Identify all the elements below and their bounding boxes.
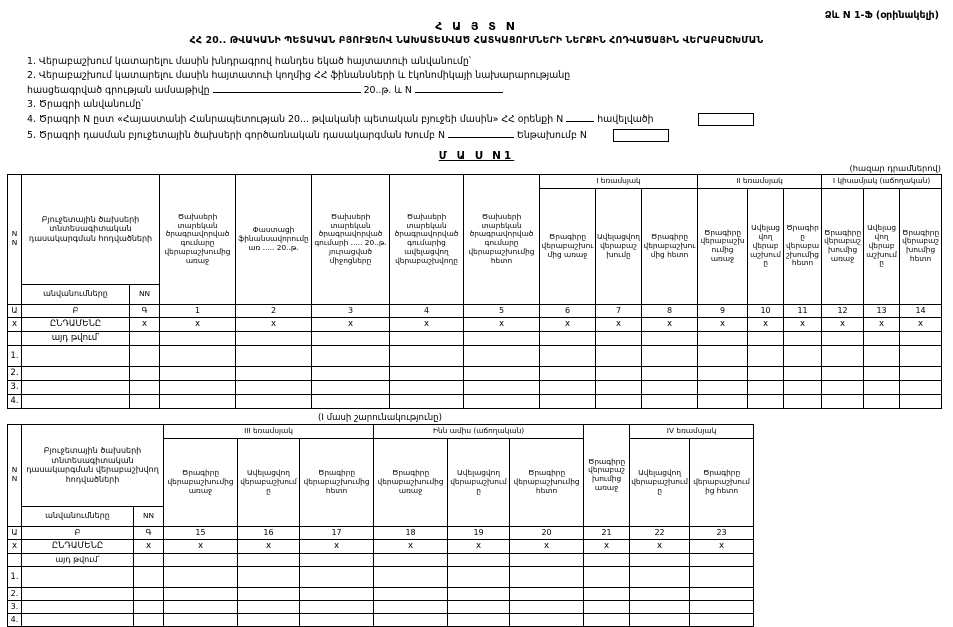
cell: 22 <box>630 526 690 539</box>
cell <box>300 587 374 600</box>
cell: 10 <box>748 304 784 317</box>
cell: 15 <box>164 526 238 539</box>
q3-added-redistribution-col: Ավելացվող վերաբաշխումը <box>238 438 300 526</box>
cell <box>22 394 130 408</box>
cell <box>160 394 236 408</box>
q1-program-after-col: Ծրագիրը վերաբաշխումից հետո <box>642 188 698 304</box>
cell <box>630 600 690 613</box>
cell <box>584 587 630 600</box>
cell <box>510 566 584 587</box>
cell <box>448 553 510 566</box>
cell <box>448 600 510 613</box>
cell <box>822 380 864 394</box>
cell: 18 <box>374 526 448 539</box>
cell: x <box>900 317 942 331</box>
cell: Բ <box>22 526 134 539</box>
economic-classification-header: Բյուջետային ծախսերի տնտեսագիտական դասակարգման հոդվածների <box>22 174 160 284</box>
cell <box>312 331 390 345</box>
item-5-text-a: 5. Ծրագրի դասման բյուջետային ծախսերի գործառնական դասակարգման Խումբ N <box>27 129 445 141</box>
part1-continuation-table <box>7 424 754 627</box>
form-preamble <box>27 55 946 143</box>
cell: x <box>160 317 236 331</box>
cell: 19 <box>448 526 510 539</box>
cell: 2. <box>8 366 22 380</box>
cell <box>864 345 900 366</box>
column-index-row <box>8 526 754 539</box>
cell: x <box>822 317 864 331</box>
cell <box>22 587 134 600</box>
cell <box>164 553 238 566</box>
cell <box>390 394 464 408</box>
cell <box>596 345 642 366</box>
cell <box>748 331 784 345</box>
cell <box>822 366 864 380</box>
item-1-text: 1. Վերաբաշխում կատարելու մասին խնդրագրով հանդես եկած հայտատուի անվանումը՝ <box>27 56 471 67</box>
cell <box>864 366 900 380</box>
item-3 <box>27 98 946 112</box>
cell <box>390 366 464 380</box>
cell: x <box>236 317 312 331</box>
totals-row <box>8 317 942 331</box>
q1-program-before-col: Ծրագիրը վերաբաշխումից առաջ <box>540 188 596 304</box>
cell <box>596 331 642 345</box>
unit-note: (հազար դրամներով) <box>849 162 941 173</box>
item-4-text-a: 4. Ծրագրի N ըստ «Հայաստանի Հանրապետության 20... թվականի պետական բյուջեի մասին» ՀՀ օրենքի N <box>27 114 564 126</box>
cell <box>300 553 374 566</box>
cell: x <box>464 317 540 331</box>
cell <box>22 366 130 380</box>
including-label-row <box>8 331 942 345</box>
names-col-header: անվանումները <box>22 506 134 526</box>
part1-label: Մ Ա Ս N1 <box>438 149 515 162</box>
cell: 5 <box>464 304 540 317</box>
quarter3-group-header: III եռամսյակ <box>164 424 374 438</box>
cell <box>22 600 134 613</box>
program-number-box[interactable] <box>698 113 754 126</box>
item-2-line1 <box>27 69 946 83</box>
group-number-field[interactable] <box>448 128 514 138</box>
cell <box>448 587 510 600</box>
quarter4-group-header: IV եռամսյակ <box>630 424 754 438</box>
item-2-line2 <box>27 83 946 98</box>
cell: այդ թվում՝ <box>22 553 134 566</box>
totals-row <box>8 539 754 553</box>
cell: ԸՆԴԱՄԵՆԸ <box>22 317 130 331</box>
cell <box>642 366 698 380</box>
cell: x <box>130 317 160 331</box>
cell: 21 <box>584 526 630 539</box>
letter-number-field[interactable] <box>415 83 503 93</box>
cell <box>390 380 464 394</box>
cell <box>236 380 312 394</box>
cell <box>312 394 390 408</box>
item-4 <box>27 112 946 127</box>
data-row-2 <box>8 587 754 600</box>
cell: x <box>8 539 22 553</box>
cell: 16 <box>238 526 300 539</box>
h1-program-before-col: Ծրագիրը վերաբաշխումից առաջ <box>822 188 864 304</box>
form-subtitle: ՀՀ 20.. ԹՎԱԿԱՆԻ ՊԵՏԱԿԱՆ ԲՅՈՒՋԵՈՎ ՆԱԽԱՏԵՍՎԱԾ ՀԱՏԿԱՑՈՒՄՆԵՐԻ ՆԵՐՔԻՆ ՀՈԴՎԱԾԱՅԻՆ ՎԵՐԱԲԱՇԽՄԱՆ <box>189 35 764 46</box>
cell <box>8 553 22 566</box>
cell <box>698 345 748 366</box>
cell <box>900 394 942 408</box>
cell <box>748 394 784 408</box>
q4-program-before-col: Ծրագիրը վերաբաշխումից առաջ <box>584 424 630 526</box>
form-number-label: Ձև N 1-Ֆ (օրինակելի) <box>824 10 939 21</box>
cell: x <box>390 317 464 331</box>
cell: 20 <box>510 526 584 539</box>
cell: x <box>374 539 448 553</box>
cell <box>596 394 642 408</box>
cell <box>510 587 584 600</box>
cell <box>630 553 690 566</box>
cell <box>160 331 236 345</box>
cell: x <box>698 317 748 331</box>
cell: 1. <box>8 566 22 587</box>
cell: Բ <box>22 304 130 317</box>
cell <box>540 331 596 345</box>
q2-program-before-col: Ծրագիրը վերաբաշխումից առաջ <box>698 188 748 304</box>
quarter1-group-header: I եռամսյակ <box>540 174 698 188</box>
including-label-row <box>8 553 754 566</box>
cell <box>864 394 900 408</box>
cell: 1 <box>160 304 236 317</box>
cell <box>160 380 236 394</box>
cell: 3. <box>8 600 22 613</box>
cell <box>642 345 698 366</box>
annex-number-field[interactable] <box>566 112 594 122</box>
cell <box>900 331 942 345</box>
quarter2-group-header: II եռամսյակ <box>698 174 822 188</box>
cell <box>164 566 238 587</box>
cell <box>690 600 754 613</box>
cell: x <box>448 539 510 553</box>
cell: 12 <box>822 304 864 317</box>
cell <box>300 566 374 587</box>
h1-program-after-col: Ծրագիրը վերաբաշխումից հետո <box>900 188 942 304</box>
nine-program-after-col: Ծրագիրը վերաբաշխումից հետո <box>510 438 584 526</box>
data-row-2 <box>8 366 942 380</box>
cell <box>698 366 748 380</box>
item-2-text-b: հասցեագրված գրության ամսաթիվը <box>27 85 210 97</box>
cell <box>464 366 540 380</box>
nine-program-before-col: Ծրագիրը վերաբաշխումից առաջ <box>374 438 448 526</box>
h1-added-redistribution-col: Ավելացվող վերաբաշխումը <box>864 188 900 304</box>
cell <box>690 566 754 587</box>
item-3-text: 3. Ծրագրի անվանումը՝ <box>27 99 144 111</box>
subgroup-number-box[interactable] <box>613 129 669 142</box>
cell: x <box>8 317 22 331</box>
cell <box>8 331 22 345</box>
cell <box>390 345 464 366</box>
cell <box>864 331 900 345</box>
cell: x <box>540 317 596 331</box>
cell: 17 <box>300 526 374 539</box>
cell: x <box>164 539 238 553</box>
cell: Գ <box>134 526 164 539</box>
q1-added-redistribution-col: Ավելացվող վերաբաշխումը <box>596 188 642 304</box>
cell <box>510 600 584 613</box>
cell <box>448 566 510 587</box>
cell <box>698 380 748 394</box>
cell <box>698 394 748 408</box>
cell: 2. <box>8 587 22 600</box>
cell <box>134 553 164 566</box>
data-row-3 <box>8 600 754 613</box>
cell <box>312 380 390 394</box>
cell: 23 <box>690 526 754 539</box>
cell: x <box>642 317 698 331</box>
cell <box>822 345 864 366</box>
q4-added-redistribution-col: Ավելացվող վերաբաշխումը <box>630 438 690 526</box>
cell <box>390 331 464 345</box>
cell: x <box>596 317 642 331</box>
cell <box>642 380 698 394</box>
cell: x <box>690 539 754 553</box>
cell <box>690 553 754 566</box>
cell: Ա <box>8 304 22 317</box>
item-5 <box>27 128 946 143</box>
q2-added-redistribution-col: Ավելացվող վերաբաշխումը <box>748 188 784 304</box>
cell <box>584 553 630 566</box>
cell <box>374 600 448 613</box>
cell <box>748 366 784 380</box>
halfyear1-group-header: I կիսամյակ (աճողական) <box>822 174 942 188</box>
cell <box>630 566 690 587</box>
cell: 3 <box>312 304 390 317</box>
cell: 7 <box>596 304 642 317</box>
cell: 13 <box>864 304 900 317</box>
item-1 <box>27 55 946 69</box>
annual-amount-after-col: Ծախսերի տարեկան ծրագրավորված գումարը վերաբաշխումից հետո <box>464 174 540 304</box>
cell: x <box>784 317 822 331</box>
cell <box>236 331 312 345</box>
cell <box>784 345 822 366</box>
cell <box>160 366 236 380</box>
cell <box>596 380 642 394</box>
cell <box>822 331 864 345</box>
cell <box>22 380 130 394</box>
cell: ԸՆԴԱՄԵՆԸ <box>22 539 134 553</box>
cell <box>238 553 300 566</box>
cell: Գ <box>130 304 160 317</box>
cell: x <box>312 317 390 331</box>
cell <box>22 345 130 366</box>
cell <box>900 345 942 366</box>
nine-months-group-header: Ինն ամիս (աճողական) <box>374 424 584 438</box>
cell: x <box>134 539 164 553</box>
cell <box>164 587 238 600</box>
cell <box>134 566 164 587</box>
cell: x <box>864 317 900 331</box>
item-4-text-b: հավելվածի <box>597 114 654 126</box>
data-row-3 <box>8 380 942 394</box>
cell <box>312 366 390 380</box>
cell <box>900 380 942 394</box>
cell <box>748 380 784 394</box>
cell <box>236 394 312 408</box>
cell <box>464 380 540 394</box>
cell <box>238 600 300 613</box>
cell <box>130 366 160 380</box>
data-row-4 <box>8 394 942 408</box>
cell <box>130 394 160 408</box>
cell: x <box>300 539 374 553</box>
cell: x <box>748 317 784 331</box>
cell <box>630 587 690 600</box>
cell: x <box>584 539 630 553</box>
cell <box>134 587 164 600</box>
cell <box>130 380 160 394</box>
data-row-1 <box>8 566 754 587</box>
cell <box>236 366 312 380</box>
cell <box>748 345 784 366</box>
cell: այդ թվում՝ <box>22 331 130 345</box>
cell: 4 <box>390 304 464 317</box>
cell: 4. <box>8 394 22 408</box>
cell: x <box>630 539 690 553</box>
cell <box>784 394 822 408</box>
names-col-header: անվանումները <box>22 284 130 304</box>
cell <box>236 345 312 366</box>
form-title: Հ Ա Յ Տ N <box>435 20 518 33</box>
cell: 8 <box>642 304 698 317</box>
nn-left-col-header: NN <box>8 174 22 304</box>
q3-program-before-col: Ծրագիրը վերաբաշխումից առաջ <box>164 438 238 526</box>
cell <box>540 380 596 394</box>
cell <box>540 366 596 380</box>
nn-right-col-header: NN <box>130 284 160 304</box>
cell <box>584 566 630 587</box>
cell: 14 <box>900 304 942 317</box>
cell <box>130 345 160 366</box>
utilized-funds-col: Ծախսերի տարեկան ծրագրավորված գումարի ..... 20..թ. յուրացված միջոցները <box>312 174 390 304</box>
added-redistribution-col: Ծախսերի տարեկան ծրագրավորված գումարից ավելացվող վերաբաշխվողը <box>390 174 464 304</box>
cell <box>540 345 596 366</box>
part1-table <box>7 174 942 409</box>
cell: 2 <box>236 304 312 317</box>
nn-right-col-header: NN <box>134 506 164 526</box>
cell <box>510 553 584 566</box>
cell: 11 <box>784 304 822 317</box>
cell <box>690 587 754 600</box>
cell: 6 <box>540 304 596 317</box>
nn-left-col-header: NN <box>8 424 22 526</box>
cell: 4. <box>8 613 22 626</box>
q2-program-after-col: Ծրագիրը վերաբաշխումից հետո <box>784 188 822 304</box>
data-row-1 <box>8 345 942 366</box>
cell <box>822 394 864 408</box>
cell <box>540 394 596 408</box>
cell: Ա <box>8 526 22 539</box>
cell: x <box>510 539 584 553</box>
cell <box>374 587 448 600</box>
cell <box>374 566 448 587</box>
column-index-row <box>8 304 942 317</box>
cell: 9 <box>698 304 748 317</box>
cell <box>642 331 698 345</box>
cell <box>596 366 642 380</box>
cell <box>22 566 134 587</box>
cell <box>134 600 164 613</box>
cell <box>784 366 822 380</box>
cell <box>900 366 942 380</box>
cell <box>464 331 540 345</box>
cell <box>784 331 822 345</box>
cell <box>238 566 300 587</box>
cell <box>642 394 698 408</box>
economic-classification-header: Բյուջետային ծախսերի տնտեսագիտական դասակարգման վերաբաշխվող հոդվածների <box>22 424 164 506</box>
cell <box>864 380 900 394</box>
actual-financing-col: Փաստացի ֆինանսավորումը առ ..... 20..թ. <box>236 174 312 304</box>
annual-amount-before-col: Ծախսերի տարեկան ծրագրավորված գումարը վերաբաշխումից առաջ <box>160 174 236 304</box>
cell <box>464 345 540 366</box>
cell <box>784 380 822 394</box>
item-2-text-a: 2. Վերաբաշխում կատարելու մասին հայտատուի կողմից ՀՀ ֆինանսների և էկոնոմիկայի նախարարությանը <box>27 70 571 82</box>
cell: x <box>238 539 300 553</box>
q3-program-after-col: Ծրագիրը վերաբաշխումից հետո <box>300 438 374 526</box>
nine-added-redistribution-col: Ավելացվող վերաբաշխումը <box>448 438 510 526</box>
q4-program-after-col: Ծրագիրը վերաբաշխումից հետո <box>690 438 754 526</box>
cell: 3. <box>8 380 22 394</box>
cell <box>584 600 630 613</box>
cell <box>300 600 374 613</box>
cell <box>464 394 540 408</box>
cell <box>160 345 236 366</box>
item-2-text-c: 20..թ. և N <box>363 85 412 97</box>
letter-date-field[interactable] <box>213 83 361 93</box>
cell <box>374 553 448 566</box>
cell <box>698 331 748 345</box>
cell <box>130 331 160 345</box>
cell <box>164 600 238 613</box>
continuation-note: (I մասի շարունակությունը) <box>318 412 442 423</box>
cell: 1. <box>8 345 22 366</box>
cell <box>238 587 300 600</box>
item-5-text-b: Ենթախումբ N <box>516 129 587 141</box>
cell <box>312 345 390 366</box>
